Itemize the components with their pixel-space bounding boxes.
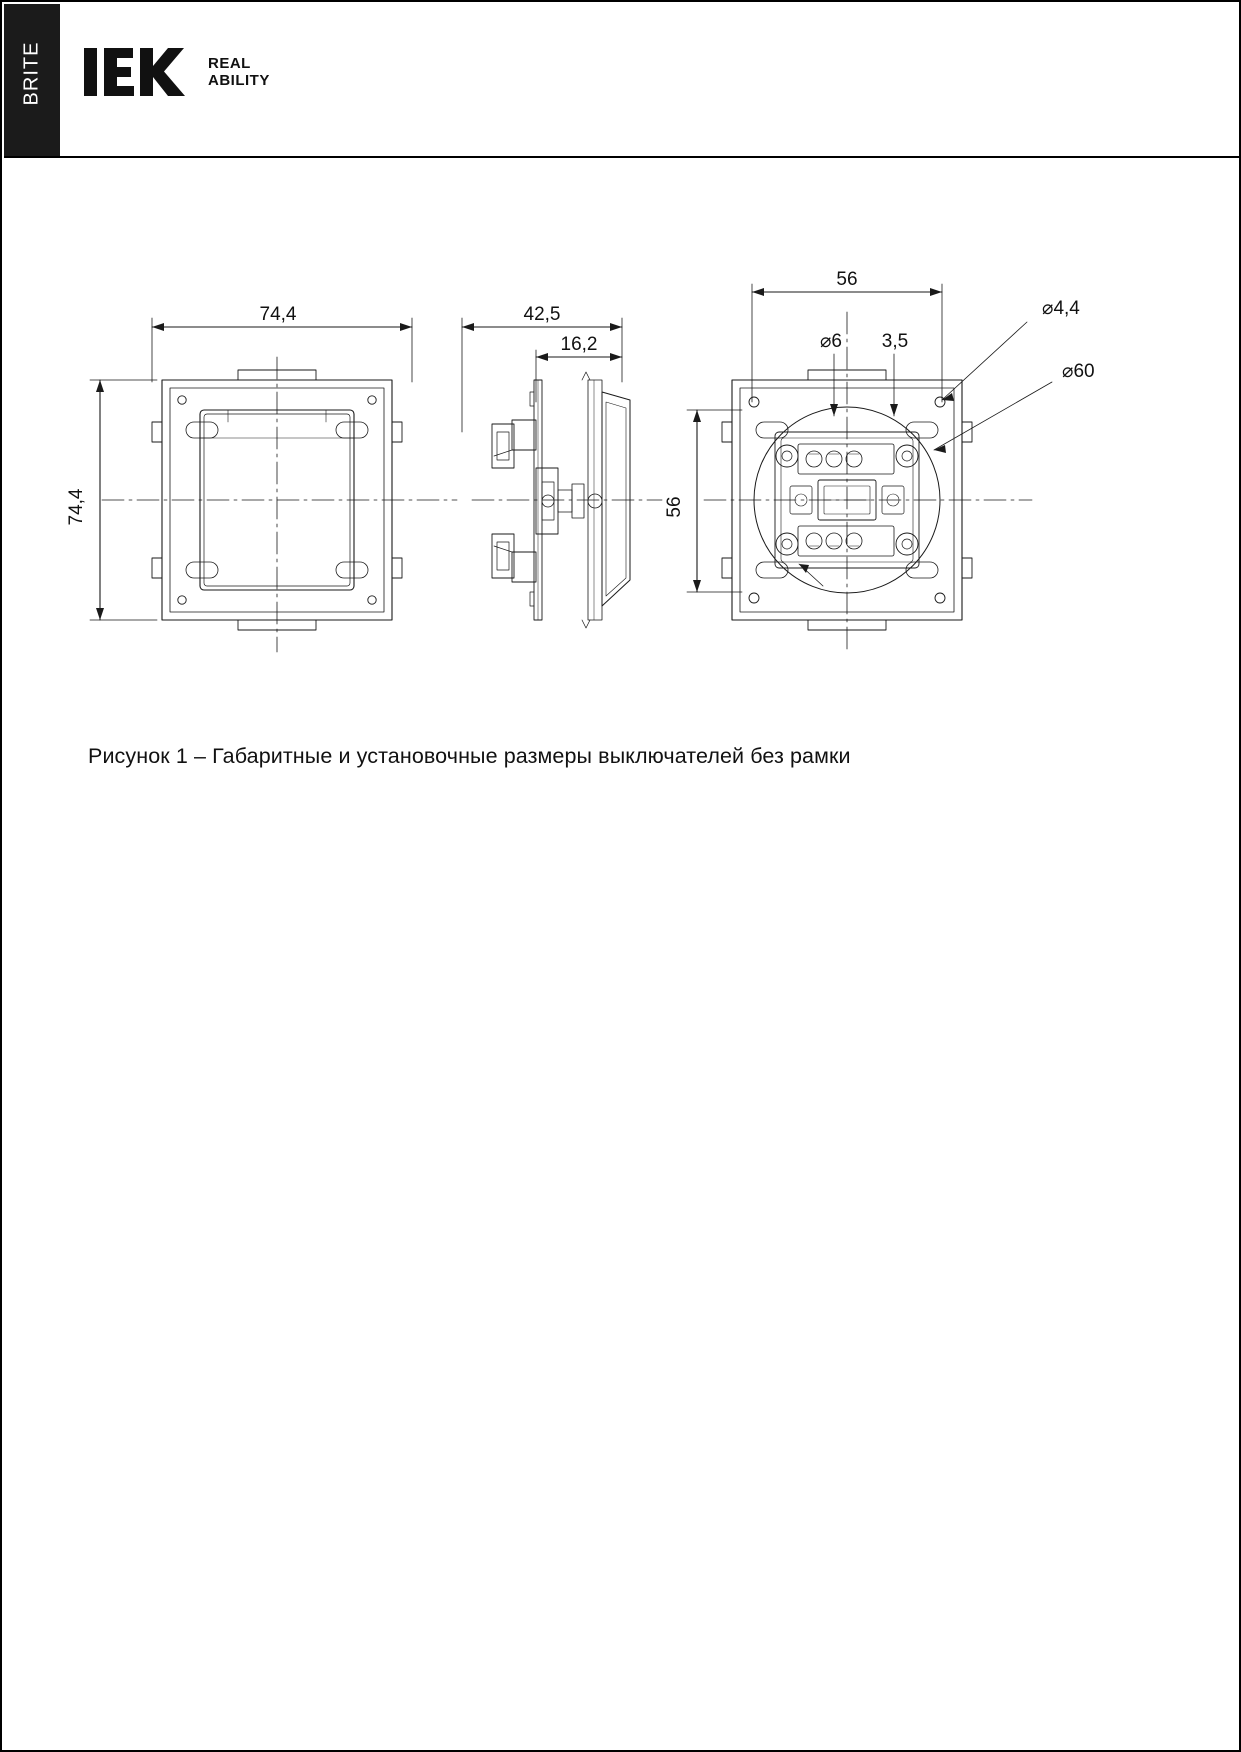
brand-tab xyxy=(4,4,60,156)
figure-caption: Рисунок 1 – Габаритные и установочные размеры выключателей без рамки xyxy=(88,744,851,768)
dim-rear-height: 56 xyxy=(664,496,685,518)
dim-rear-d60: ⌀60 xyxy=(1062,361,1095,382)
dim-rear-width: 56 xyxy=(836,269,858,290)
side-view xyxy=(462,318,662,628)
dim-rear-d6: ⌀6 xyxy=(819,331,843,352)
technical-drawing xyxy=(42,252,1202,672)
drawing-canvas xyxy=(42,252,1202,672)
iek-logo-icon xyxy=(82,44,192,100)
logo-tagline xyxy=(208,55,270,90)
rear-view xyxy=(687,284,1052,652)
dim-front-width: 74,4 xyxy=(259,304,297,325)
header-divider xyxy=(4,156,1239,158)
dim-front-height: 74,4 xyxy=(66,488,87,526)
page-header xyxy=(4,4,1239,156)
dim-rear-d4-4: ⌀4,4 xyxy=(1042,298,1080,319)
logo-tagline-line1: REAL xyxy=(208,54,251,72)
dim-side-front-depth: 16,2 xyxy=(560,334,598,355)
dim-rear-3-5: 3,5 xyxy=(881,331,909,352)
logo-tagline-line2: ABILITY xyxy=(208,72,270,89)
logo xyxy=(82,44,270,100)
brand-tab-label: BRITE xyxy=(20,41,43,106)
dim-side-depth: 42,5 xyxy=(523,304,561,325)
front-view xyxy=(90,318,457,652)
